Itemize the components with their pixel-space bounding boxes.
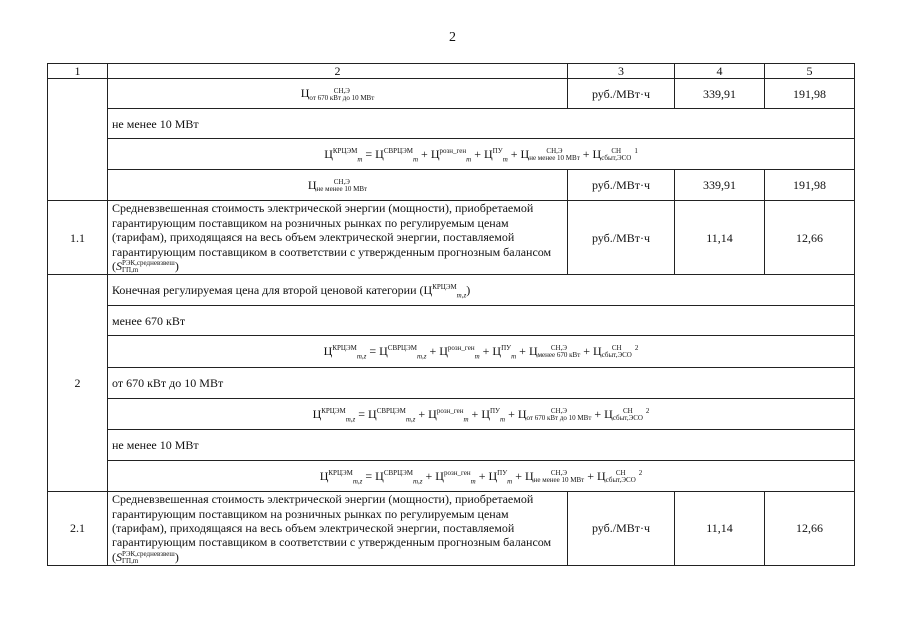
description-cell: Средневзвешенная стоимость электрической энергии (мощности), приобретаемой гарантирующим поставщиком на розничных рынках по регулируемым ценам (тарифам), приходящаяся на весь объем электрической энергии, поставляемой гарантирующим поставщиком в соответствии с утвержденным прогнозным балансом (S РЭК,средневзвеш ГП,m ) — [108, 201, 568, 275]
plus-sign: + — [583, 344, 591, 359]
term-sup: СН,Э — [550, 344, 567, 353]
term-sup: КРЦЭМ — [321, 406, 346, 415]
table-row — [48, 170, 855, 201]
footnote-mark: 2 — [638, 468, 643, 477]
equals-sign: = — [365, 146, 373, 161]
term-sup: СН — [611, 344, 622, 353]
symbol-scripts — [317, 179, 368, 193]
term-sup: КРЦЭМ — [332, 146, 358, 155]
s-symbol: S — [116, 549, 122, 564]
table-row — [48, 430, 855, 461]
term-sub: m,z — [412, 476, 423, 485]
term-sup: ПУ — [501, 344, 512, 353]
formula-2-ge10 — [108, 461, 855, 492]
term-symbol: Ц — [430, 146, 440, 161]
formula-body — [324, 147, 638, 162]
unit-cell: руб./МВт·ч — [568, 492, 675, 566]
table-header-row — [48, 64, 855, 79]
term-symbol: Ц — [592, 146, 602, 161]
term-symbol: Ц — [439, 344, 448, 359]
table-row — [48, 492, 855, 566]
plus-sign: + — [482, 344, 490, 359]
header-col-2: 2 — [108, 64, 568, 79]
term-sub: m,z — [405, 414, 416, 423]
plus-sign: + — [587, 468, 595, 483]
value-cell: 339,91 — [675, 79, 765, 109]
term-sup: СВРЦЭМ — [387, 344, 417, 353]
term-sup: СН — [615, 468, 626, 477]
term-sup: розн_ген — [436, 406, 464, 415]
value-cell: 191,98 — [765, 170, 855, 201]
symbol-scripts — [613, 408, 643, 422]
term-symbol: Ц — [428, 406, 437, 421]
table-row — [48, 368, 855, 399]
table-row — [48, 336, 855, 368]
header-col-1: 1 — [48, 64, 108, 79]
table-row — [48, 79, 855, 109]
plus-sign: + — [515, 468, 522, 483]
description-cell: Средневзвешенная стоимость электрической энергии (мощности), приобретаемой гарантирующим поставщиком на розничных рынках по регулируемым ценам (тарифам), приходящаяся на весь объем электрической энергии, поставляемой гарантирующим поставщиком в соответствии с утвержденным прогнозным балансом (S РЭК,средневзвеш ГП,m ) — [108, 492, 568, 566]
term-symbol: Ц — [517, 406, 527, 421]
symbol-from670 — [108, 79, 568, 109]
s-sub: ГП,m — [122, 266, 139, 275]
subcategory-label: не менее 10 МВт — [108, 430, 855, 461]
subcategory-label: не менее 10 МВт — [108, 109, 855, 139]
term-symbol: Ц — [375, 468, 384, 483]
formula-body — [313, 407, 650, 422]
price-symbol: Ц — [300, 86, 310, 101]
category-title-text: Конечная регулируемая цена для второй ценовой категории — [112, 283, 417, 297]
term-symbol: Ц — [492, 344, 502, 359]
header-col-3: 3 — [568, 64, 675, 79]
plus-sign: + — [474, 146, 481, 161]
term-symbol: Ц — [312, 406, 322, 421]
term-symbol: Ц — [604, 406, 613, 421]
term-sub: m — [463, 414, 469, 423]
symbol-sup: СН,Э — [333, 178, 350, 187]
symbol-scripts — [606, 470, 636, 484]
value-cell: 339,91 — [675, 170, 765, 201]
term-symbol: Ц — [593, 344, 602, 359]
row-number: 2.1 — [48, 492, 108, 566]
symbol-scripts — [309, 88, 374, 102]
term-sub: m,z — [352, 476, 363, 485]
plus-sign: + — [429, 344, 437, 359]
equals-sign: = — [365, 468, 373, 483]
formula-body — [324, 344, 639, 359]
term-sup: СН — [623, 406, 633, 415]
term-sub: не менее 10 МВт — [529, 154, 580, 163]
term-sup: ПУ — [492, 146, 503, 155]
term-symbol: Ц — [324, 146, 333, 161]
term-sub: m — [357, 155, 363, 164]
formula-1-ge10 — [108, 139, 855, 170]
symbol-sub: не менее 10 МВт — [316, 185, 368, 194]
footnote-mark: 1 — [634, 146, 638, 155]
term-sup: СВРЦЭМ — [383, 468, 413, 477]
row-number: 2 — [48, 275, 108, 492]
equals-sign: = — [369, 344, 377, 359]
footnote-mark: 2 — [634, 344, 639, 353]
term-sub: m,z — [456, 291, 467, 300]
term-sub: сбыт,ЭСО — [605, 475, 636, 484]
formula-2-from670 — [108, 399, 855, 430]
s-symbol: S — [116, 258, 122, 273]
term-sup: ПУ — [497, 468, 508, 477]
header-col-5: 5 — [765, 64, 855, 79]
plus-sign: + — [421, 146, 428, 161]
term-sub: m — [500, 414, 506, 423]
term-sup: СН,Э — [546, 147, 563, 156]
term-symbol: Ц — [528, 344, 538, 359]
term-sub: m — [466, 155, 472, 164]
term-sub: от 670 кВт до 10 МВт — [526, 413, 592, 422]
term-sub: m — [502, 155, 508, 164]
term-sub: m — [470, 476, 476, 485]
footnote-mark: 2 — [645, 406, 650, 415]
description-text: Средневзвешенная стоимость электрической энергии (мощности), приобретаемой гарантирующим поставщиком на розничных рынках по регулируемым ценам (тарифам), приходящаяся на весь объем электрической энергии, поставляемой гарантирующим поставщиком в соответствии с утвержденным прогнозным балансом — [112, 201, 552, 259]
term-sub: менее 670 кВт — [537, 351, 581, 360]
plus-sign: + — [478, 468, 486, 483]
table-row — [48, 461, 855, 492]
term-sup: СН — [611, 147, 622, 156]
plus-sign: + — [519, 344, 526, 359]
term-sup: ПУ — [489, 406, 500, 415]
price-symbol: Ц — [307, 177, 317, 192]
unit-cell: руб./МВт·ч — [568, 170, 675, 201]
s-sup: РЭК,средневзвеш — [122, 259, 175, 268]
term-sup: СВРЦЭМ — [376, 406, 406, 415]
symbol-scripts — [122, 551, 175, 565]
table-row — [48, 275, 855, 306]
equals-sign: = — [358, 406, 366, 421]
term-sub: m — [412, 155, 419, 164]
term-sub: m — [511, 352, 517, 361]
page-number: 2 — [449, 30, 456, 45]
term-symbol: Ц — [423, 283, 433, 297]
plus-sign: + — [471, 406, 479, 421]
term-sup: розн_ген — [439, 146, 467, 155]
term-symbol: Ц — [484, 146, 493, 161]
table-row — [48, 109, 855, 139]
s-sup: РЭК,средневзвеш — [122, 550, 175, 559]
term-sub: m — [474, 352, 480, 361]
category-title: Конечная регулируемая цена для второй ценовой категории $(Ц^{КРЦЭМ}_{m,z})$ — [108, 275, 855, 306]
s-sub: ГП,m — [122, 557, 139, 566]
term-sup: КРЦЭМ — [332, 344, 357, 353]
plus-sign: + — [594, 406, 602, 421]
term-sub: m — [507, 476, 513, 485]
header-col-4: 4 — [675, 64, 765, 79]
term-sup: розн_ген — [443, 468, 471, 477]
unit-cell: руб./МВт·ч — [568, 201, 675, 275]
symbol-ge10 — [108, 170, 568, 201]
subcategory-label: от 670 кВт до 10 МВт — [108, 368, 855, 399]
term-symbol: Ц — [481, 406, 490, 421]
table-row — [48, 399, 855, 430]
plus-sign: + — [508, 406, 515, 421]
term-symbol: Ц — [488, 468, 498, 483]
term-sub: сбыт,ЭСО — [612, 413, 643, 422]
description-text: Средневзвешенная стоимость электрической энергии (мощности), приобретаемой гарантирующим поставщиком на розничных рынках по регулируемым ценам (тарифам), приходящаяся на весь объем электрической энергии, поставляемой гарантирующим поставщиком в соответствии с утвержденным прогнозным балансом — [112, 492, 552, 550]
value-cell: 12,66 — [765, 201, 855, 275]
table-row — [48, 139, 855, 170]
table-row — [48, 306, 855, 336]
symbol-scripts — [534, 470, 585, 484]
term-sub: сбыт,ЭСО — [601, 154, 632, 163]
term-symbol: Ц — [520, 146, 530, 161]
term-symbol: Ц — [323, 344, 333, 359]
symbol-sup: СН,Э — [333, 86, 350, 95]
term-symbol: Ц — [368, 406, 377, 421]
symbol-scripts — [538, 345, 581, 359]
symbol-scripts — [601, 148, 631, 162]
term-sup: СВРЦЭМ — [383, 146, 413, 155]
symbol-scripts — [529, 148, 580, 162]
formula-2-lt670 — [108, 336, 855, 368]
symbol-scripts — [602, 345, 632, 359]
tariff-table — [47, 63, 855, 566]
term-sup: КРЦЭМ — [328, 468, 353, 477]
term-sup: розн_ген — [447, 344, 475, 353]
term-sub: m,z — [345, 414, 356, 423]
table-row — [48, 201, 855, 275]
symbol-sub: от 670 кВт до 10 МВт — [309, 93, 375, 102]
row-number: 1.1 — [48, 201, 108, 275]
subcategory-label: менее 670 кВт — [108, 306, 855, 336]
term-sub: m,z — [356, 352, 367, 361]
symbol-scripts — [122, 260, 175, 274]
value-cell: 11,14 — [675, 492, 765, 566]
plus-sign: + — [418, 406, 426, 421]
term-sub: не менее 10 МВт — [533, 475, 585, 484]
term-sup: СН,Э — [550, 468, 567, 477]
term-sub: сбыт,ЭСО — [601, 351, 632, 360]
term-symbol: Ц — [525, 468, 534, 483]
term-symbol: Ц — [375, 146, 384, 161]
value-cell: 191,98 — [765, 79, 855, 109]
term-symbol: Ц — [597, 468, 606, 483]
plus-sign: + — [582, 146, 590, 161]
row-number-empty — [48, 79, 108, 201]
term-sup: КРЦЭМ — [432, 283, 457, 291]
term-sup: СН,Э — [550, 406, 567, 415]
formula-body — [320, 469, 643, 484]
term-symbol: Ц — [319, 468, 329, 483]
term-sub: m,z — [416, 352, 427, 361]
plus-sign: + — [425, 468, 433, 483]
plus-sign: + — [510, 146, 518, 161]
term-symbol: Ц — [379, 344, 388, 359]
value-cell: 12,66 — [765, 492, 855, 566]
symbol-scripts — [527, 408, 592, 422]
term-symbol: Ц — [435, 468, 444, 483]
unit-cell: руб./МВт·ч — [568, 79, 675, 109]
value-cell: 11,14 — [675, 201, 765, 275]
